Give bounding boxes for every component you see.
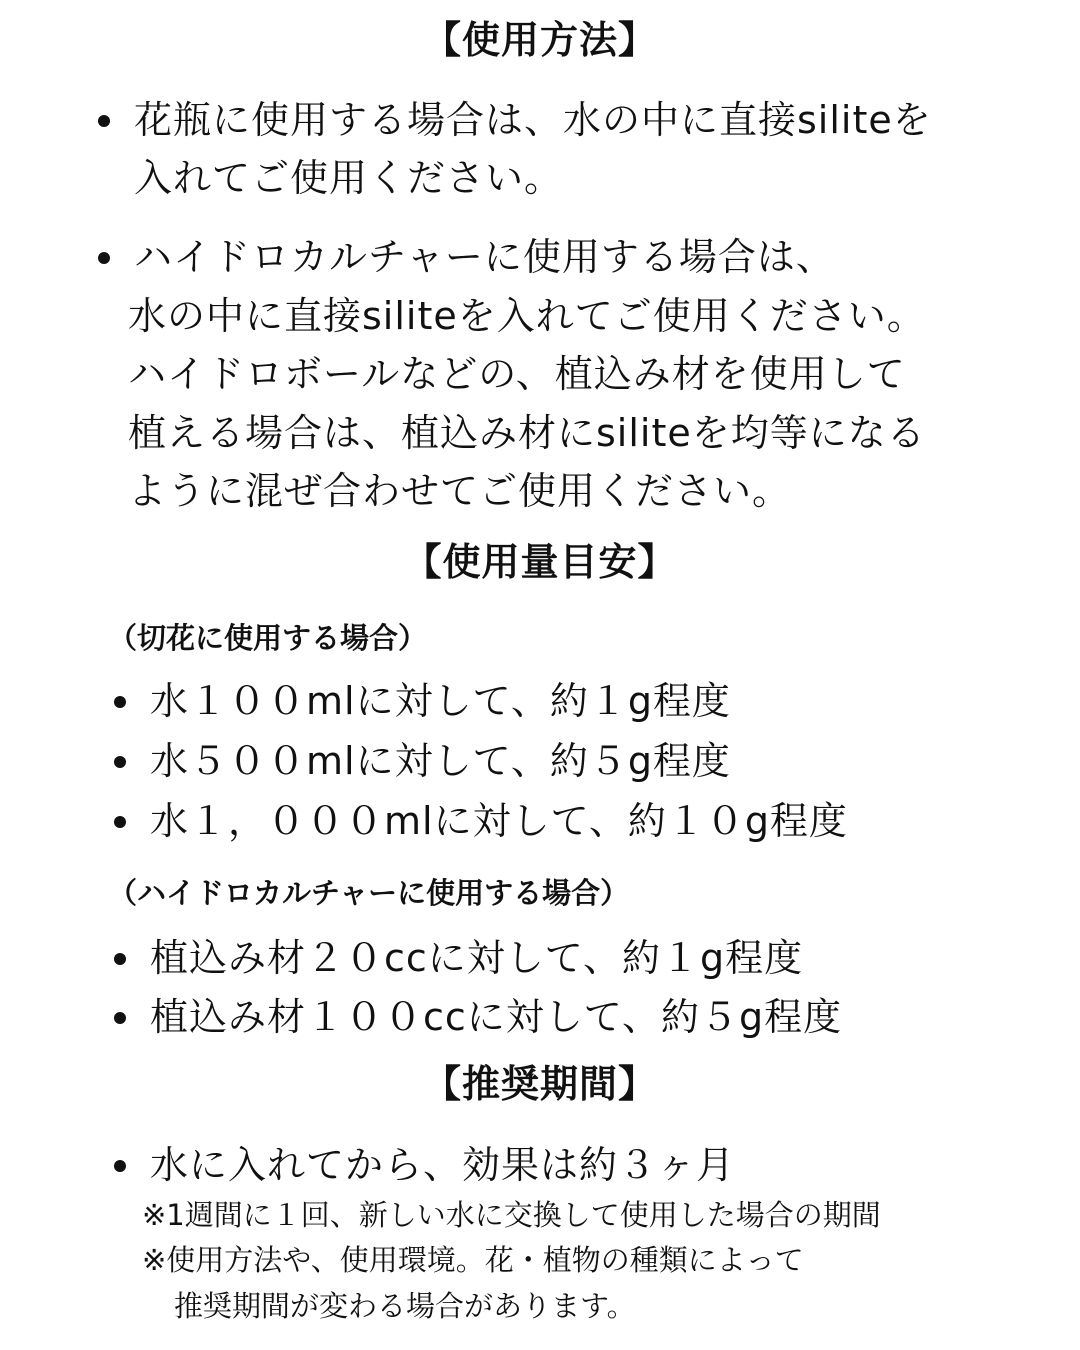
hydroculture-label: （ハイドロカルチャーに使用する場合） xyxy=(108,876,630,910)
hydro-usage-line-5: ように混ぜ合わせてご使用ください。 xyxy=(128,469,792,513)
bullet-icon xyxy=(114,756,126,768)
period-item: 水に入れてから、効果は約３ヶ月 xyxy=(150,1143,736,1187)
bullet-icon xyxy=(114,696,126,708)
hydro-usage-line-4: 植える場合は、植込み材にsiliteを均等になる xyxy=(128,411,926,455)
vase-usage-line-2: 入れてご使用ください。 xyxy=(134,156,564,200)
period-note-1: ※1週間に１回、新しい水に交換して使用した場合の期間 xyxy=(142,1198,881,1232)
hydroculture-item-1: 植込み材２０ccに対して、約１g程度 xyxy=(150,936,804,980)
cut-flower-item-3: 水１，０００mlに対して、約１０g程度 xyxy=(150,799,848,843)
vase-usage-line-1: 花瓶に使用する場合は、水の中に直接siliteを xyxy=(134,98,932,142)
amount-heading: 【使用量目安】 xyxy=(403,540,677,584)
cut-flower-item-2: 水５００mlに対して、約５g程度 xyxy=(150,739,731,783)
hydro-usage-line-3: ハイドロボールなどの、植込み材を使用して xyxy=(128,352,906,396)
bullet-icon xyxy=(114,953,126,965)
usage-heading: 【使用方法】 xyxy=(422,18,657,62)
period-heading: 【推奨期間】 xyxy=(422,1062,657,1106)
hydro-usage-line-2: 水の中に直接siliteを入れてご使用ください。 xyxy=(128,294,926,338)
bullet-icon xyxy=(98,115,110,127)
bullet-icon xyxy=(114,1160,126,1172)
period-note-2-line-1: ※使用方法や、使用環境。花・植物の種類によって xyxy=(142,1243,804,1277)
bullet-icon xyxy=(98,252,110,264)
bullet-icon xyxy=(114,1012,126,1024)
hydroculture-item-2: 植込み材１００ccに対して、約５g程度 xyxy=(150,995,843,1039)
hydro-usage-line-1: ハイドロカルチャーに使用する場合は、 xyxy=(134,235,835,279)
bullet-icon xyxy=(114,816,126,828)
cut-flower-label: （切花に使用する場合） xyxy=(108,621,428,655)
period-note-2-line-2: 推奨期間が変わる場合があります。 xyxy=(174,1289,636,1323)
cut-flower-item-1: 水１００mlに対して、約１g程度 xyxy=(150,679,731,723)
